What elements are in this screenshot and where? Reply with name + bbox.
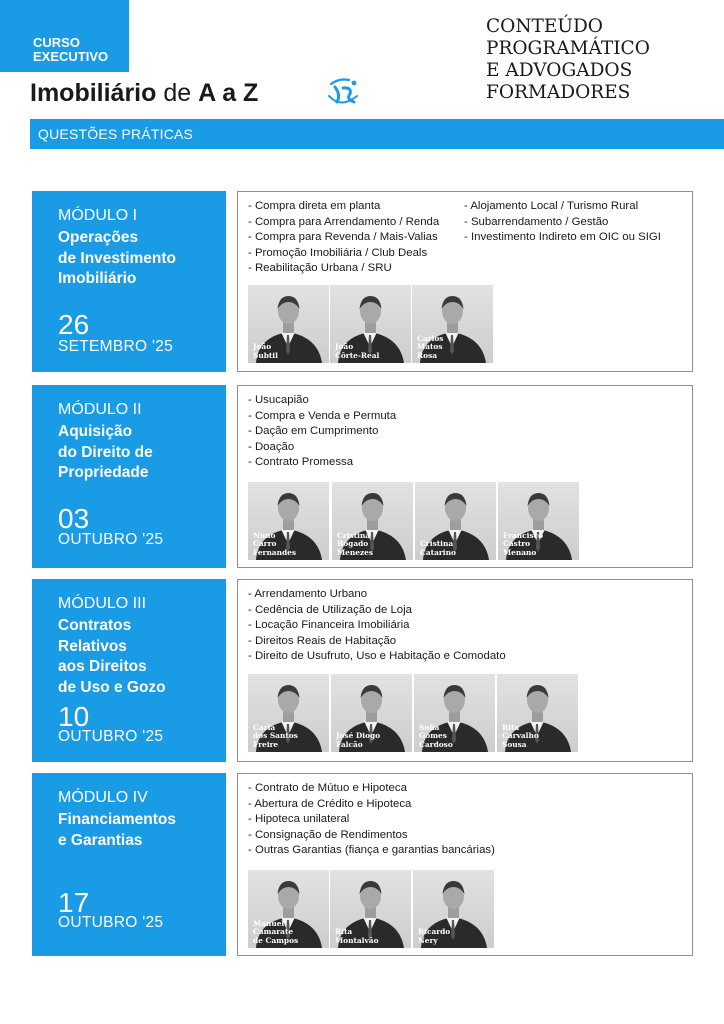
trainer-name-line: Carla bbox=[253, 723, 276, 733]
trainer-name-line: Cardoso bbox=[419, 739, 453, 749]
topic-item: - Compra para Arrendamento / Renda bbox=[248, 215, 440, 228]
trainer-name bbox=[502, 724, 539, 749]
course-title-end: A a Z bbox=[198, 79, 259, 107]
module-title-line: de Investimento bbox=[58, 249, 176, 267]
module-title-line: aos Direitos bbox=[58, 658, 147, 675]
trainer-name-line: Subtil bbox=[253, 350, 278, 360]
topic-item: - Dação em Cumprimento bbox=[248, 425, 379, 438]
module-title-line: Aquisição bbox=[58, 423, 133, 440]
course-badge bbox=[0, 0, 129, 72]
trainer-name bbox=[253, 343, 278, 360]
trainer-photo bbox=[415, 482, 496, 560]
trainer-photo bbox=[330, 870, 411, 948]
trainer-name-line: Carro bbox=[253, 539, 277, 549]
module-3-info bbox=[32, 579, 226, 762]
module-date-month: OUTUBRO '25 bbox=[58, 914, 164, 931]
module-number: MÓDULO III bbox=[58, 595, 147, 612]
trainer-photo bbox=[498, 482, 579, 560]
module-2-content bbox=[237, 385, 693, 568]
topic-item: - Direito de Usufruto, Uso e Habitação e Comodato bbox=[248, 650, 506, 663]
course-title-bold: Imobiliário bbox=[30, 79, 157, 107]
badge-line-1: CURSO bbox=[33, 35, 80, 50]
trainer-name-line: Menezes bbox=[337, 547, 374, 557]
topic-item: - Compra direta em planta bbox=[248, 200, 381, 212]
trainer-name-line: Rosa bbox=[417, 350, 438, 360]
trainer-name bbox=[335, 343, 379, 360]
trainer-name-line: Rita bbox=[502, 723, 520, 733]
trainer-name-line: Menano bbox=[503, 547, 537, 557]
trainer-name-line: Gomes bbox=[419, 731, 447, 741]
topic-item: - Consignação de Rendimentos bbox=[248, 828, 408, 841]
topic-item: - Usucapião bbox=[248, 394, 309, 406]
trainer-name-line: Matos bbox=[417, 342, 443, 352]
module-title bbox=[58, 810, 223, 851]
module-1-info bbox=[32, 191, 226, 372]
trainer-photo bbox=[413, 870, 494, 948]
module-date-month: SETEMBRO '25 bbox=[58, 338, 174, 355]
module-title-line: e Garantias bbox=[58, 831, 143, 849]
module-date-day: 17 bbox=[58, 887, 90, 918]
trainer-photo bbox=[497, 674, 578, 752]
module-title-line: Operações bbox=[58, 229, 139, 246]
topic-item: - Abertura de Crédito e Hipoteca bbox=[248, 797, 412, 810]
module-number: MÓDULO IV bbox=[58, 789, 148, 806]
topic-item: - Investimento Indireto em OIC ou SIGI bbox=[464, 231, 661, 244]
trainer-photo bbox=[331, 674, 412, 752]
trainer-photo bbox=[248, 482, 329, 560]
trainer-name-line: Rita bbox=[335, 927, 353, 937]
topic-item: - Compra e Venda e Permuta bbox=[248, 409, 397, 422]
trainer-name-line: Ricardo bbox=[418, 927, 451, 937]
module-date-day: 10 bbox=[58, 701, 90, 732]
trainer-name-line: Côrte-Real bbox=[335, 350, 380, 360]
topic-item: - Cedência de Utilização de Loja bbox=[248, 603, 412, 616]
trainer-name-line: Fernandes bbox=[253, 547, 297, 557]
trainer-name-line: Sousa bbox=[502, 739, 527, 749]
topic-item: - Contrato de Mútuo e Hipoteca bbox=[248, 782, 407, 794]
trainer-name-line: Carlos bbox=[417, 334, 444, 344]
brand-logo-icon bbox=[325, 75, 361, 109]
trainer-name-line: Catarino bbox=[420, 547, 456, 557]
topic-item: - Contrato Promessa bbox=[248, 456, 354, 469]
trainer-photo bbox=[412, 285, 493, 363]
trainer-name bbox=[337, 532, 373, 557]
trainer-name bbox=[418, 928, 450, 945]
trainer-name-line: Nery bbox=[418, 935, 438, 945]
document-title-line-2: PROGRAMÁTICO bbox=[486, 38, 650, 59]
trainer-photo bbox=[414, 674, 495, 752]
module-4-content bbox=[237, 773, 693, 956]
topic-item: - Subarrendamento / Gestão bbox=[464, 215, 609, 228]
section-header: QUESTÕES PRÁTICAS bbox=[30, 119, 724, 149]
topic-item: - Compra para Revenda / Mais-Valias bbox=[248, 231, 438, 244]
topic-item: - Hipoteca unilateral bbox=[248, 813, 350, 826]
document-title-line-3: E ADVOGADOS bbox=[486, 60, 633, 81]
trainer-name-line: Falcão bbox=[336, 739, 363, 749]
trainer-name bbox=[420, 540, 456, 557]
topic-item: - Locação Financeira Imobiliária bbox=[248, 619, 410, 632]
badge-line-2: EXECUTIVO bbox=[33, 49, 109, 64]
trainer-photo bbox=[332, 482, 413, 560]
module-date-month: OUTUBRO '25 bbox=[58, 728, 164, 745]
trainer-photo bbox=[330, 285, 411, 363]
topic-item: - Reabilitação Urbana / SRU bbox=[248, 262, 392, 275]
module-title bbox=[58, 422, 223, 484]
module-title-line: Propriedade bbox=[58, 464, 149, 481]
module-title-line: Relativos bbox=[58, 637, 127, 655]
trainer-name-line: Sofia bbox=[419, 723, 440, 733]
trainer-name-line: dos Santos bbox=[253, 731, 298, 741]
module-number: MÓDULO II bbox=[58, 401, 142, 418]
trainer-photo bbox=[248, 285, 329, 363]
trainer-name-line: Camarate bbox=[253, 927, 294, 937]
module-date-month: OUTUBRO '25 bbox=[58, 531, 164, 548]
course-title bbox=[30, 79, 258, 108]
topic-item: - Alojamento Local / Turismo Rural bbox=[464, 200, 639, 212]
topic-item: - Doação bbox=[248, 440, 295, 453]
module-2-info bbox=[32, 385, 226, 568]
trainer-name bbox=[419, 724, 453, 749]
trainer-name bbox=[336, 732, 380, 749]
trainer-name bbox=[253, 920, 298, 945]
trainer-name-line: Montalvão bbox=[335, 935, 379, 945]
topics-column-1 bbox=[248, 781, 495, 859]
module-4-info bbox=[32, 773, 226, 956]
module-title-line: Imobiliário bbox=[58, 270, 137, 287]
topic-item: - Arrendamento Urbano bbox=[248, 588, 368, 600]
trainer-photo bbox=[248, 870, 329, 948]
trainer-name bbox=[503, 532, 543, 557]
trainer-name bbox=[417, 335, 443, 360]
trainer-name-line: Manuel bbox=[253, 919, 285, 929]
trainer-name bbox=[253, 532, 296, 557]
trainer-name bbox=[335, 928, 379, 945]
topics-column-1 bbox=[248, 587, 506, 665]
document-title-line-1: CONTEÚDO bbox=[486, 16, 603, 37]
trainer-name-line: Carvalho bbox=[502, 731, 539, 741]
trainer-name-line: Cristina bbox=[420, 539, 454, 549]
module-3-content bbox=[237, 579, 693, 762]
course-title-mid: de bbox=[163, 79, 192, 107]
topics-column-2 bbox=[464, 199, 661, 246]
trainer-name-line: João bbox=[253, 342, 272, 352]
trainer-name-line: de Campos bbox=[253, 935, 299, 945]
topics-column-1 bbox=[248, 199, 439, 277]
topics-column-1 bbox=[248, 393, 396, 471]
trainer-name-line: Castro bbox=[503, 539, 531, 549]
document-title bbox=[486, 16, 716, 104]
trainer-photo bbox=[248, 674, 329, 752]
module-title-line: Financiamentos bbox=[58, 811, 176, 828]
module-title bbox=[58, 616, 223, 698]
topic-item: - Promoção Imobiliária / Club Deals bbox=[248, 246, 428, 259]
module-number: MÓDULO I bbox=[58, 207, 138, 224]
trainer-name-line: Francisco bbox=[503, 531, 544, 541]
module-title-line: Contratos bbox=[58, 617, 132, 634]
trainer-name-line: Nuno bbox=[253, 531, 276, 541]
trainer-name bbox=[253, 724, 298, 749]
trainer-name-line: José Diogo bbox=[336, 731, 381, 741]
document-title-line-4: FORMADORES bbox=[486, 82, 631, 103]
trainer-name-line: Freire bbox=[253, 739, 279, 749]
trainer-name-line: Cristina bbox=[337, 531, 371, 541]
module-title-line: do Direito de bbox=[58, 443, 153, 461]
module-title-line: de Uso e Gozo bbox=[58, 678, 166, 696]
topic-item: - Outras Garantias (fiança e garantias bancárias) bbox=[248, 844, 495, 857]
module-title bbox=[58, 228, 223, 290]
trainer-name-line: Bogado bbox=[337, 539, 369, 549]
trainer-name-line: João bbox=[335, 342, 354, 352]
module-date-day: 26 bbox=[58, 309, 90, 340]
topic-item: - Direitos Reais de Habitação bbox=[248, 634, 397, 647]
module-date-day: 03 bbox=[58, 503, 90, 534]
module-1-content bbox=[237, 191, 693, 372]
